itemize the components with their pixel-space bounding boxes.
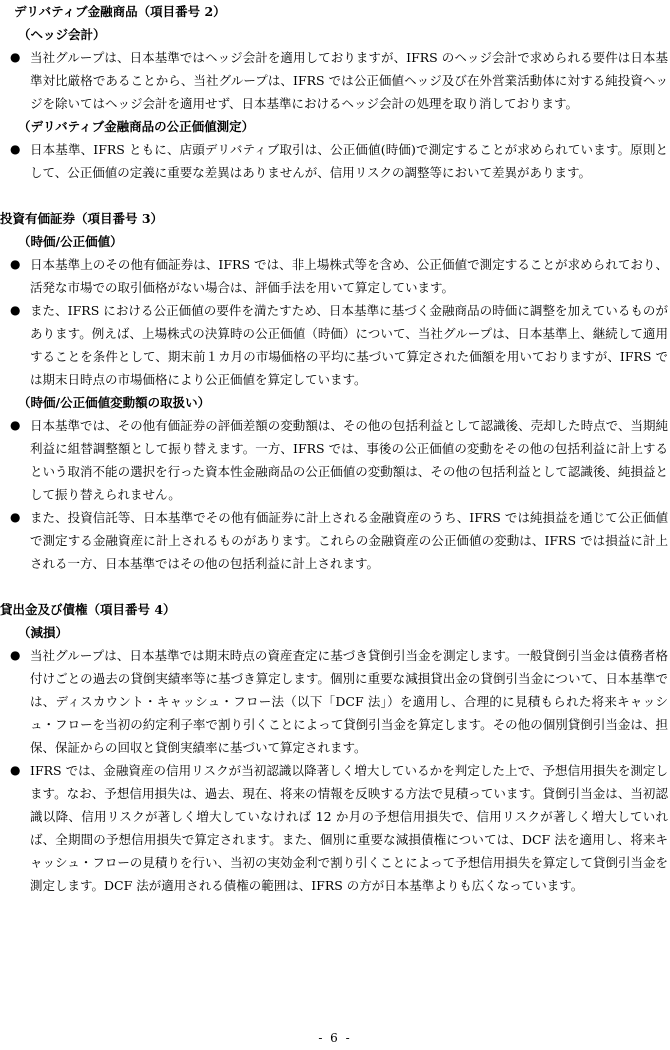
section-title: 貸出金及び債権（項目番号 4） — [0, 602, 176, 617]
bullet-text: IFRS では、金融資産の信用リスクが当初認識以降著しく増大しているかを判定した上で、予想信用損失を測定します。なお、予想信用損失は、過去、現在、将来の情報を反映する方法で見積っています。貸倒引当金は、当初認識以降、信用リスクが著しく増大していなければ 12 か月の予想信用損失で、信用リスクが著しく増大していれば、全期間の予想信用損失で算定されます。また、個別に重要な減損債権については、DCF 法を適用し、将来キャッシュ・フローの見積りを行い、当初の実効金利で割り引くことによって予想信用損失を算定して貸倒引当金を測定します。DCF 法が適用される債権の範囲は、IFRS の方が日本基準よりも広くなっています。 — [30, 763, 668, 893]
list-item — [0, 138, 670, 184]
bullet-text: 日本基準、IFRS ともに、店頭デリバティブ取引は、公正価値(時価)で測定することが求められています。原則として、公正価値の定義に重要な差異はありませんが、信用リスクの調整等において差異があります。 — [30, 142, 668, 180]
bullet-icon: ● — [10, 50, 21, 64]
subsection-heading: （時価/公正価値変動額の取扱い） — [18, 395, 211, 410]
bullet-icon: ● — [10, 257, 21, 271]
bullet-list — [0, 644, 670, 897]
subsection-heading: （減損） — [18, 625, 69, 640]
bullet-icon: ● — [10, 648, 21, 662]
list-item — [0, 644, 670, 759]
bullet-list — [0, 138, 670, 184]
list-item — [0, 414, 670, 506]
list-item — [0, 299, 670, 391]
section-spacer — [0, 575, 670, 598]
bullet-list — [0, 414, 670, 575]
section-investment-securities — [0, 207, 670, 575]
section-title: デリバティブ金融商品（項目番号 2） — [14, 4, 226, 19]
subsection-heading: （時価/公正価値） — [18, 234, 123, 249]
bullet-icon: ● — [10, 303, 21, 317]
section-spacer — [0, 184, 670, 207]
section-loans-receivables — [0, 598, 670, 897]
bullet-icon: ● — [10, 763, 21, 777]
section-derivatives — [0, 0, 670, 184]
bullet-text: 当社グループは、日本基準では期末時点の資産査定に基づき貸倒引当金を測定します。一般貸倒引当金は債務者格付けごとの過去の貸倒実績率等に基づき算定します。個別に重要な減損貸出金の貸倒引当金について、日本基準では、ディスカウント・キャッシュ・フロー法（以下「DCF 法」）を適用し、合理的に見積もられた将来キャッシュ・フローを当初の約定利子率で割り引くことによって貸倒引当金を算定します。その他の個別貸倒引当金は、担保、保証からの回収と貸倒実績率に基づいて算定されます。 — [30, 648, 668, 755]
bullet-text: 日本基準上のその他有価証券は、IFRS では、非上場株式等を含め、公正価値で測定することが求められており、活発な市場での取引価格がない場合は、評価手法を用いて算定しています。 — [30, 257, 668, 295]
bullet-text: また、投資信託等、日本基準でその他有価証券に計上される金融資産のうち、IFRS では純損益を通じて公正価値で測定する金融資産に計上されるものがあります。これらの金融資産の公正価値の変動は、IFRS では損益に計上される一方、日本基準ではその他の包括利益に計上されます。 — [30, 510, 668, 571]
bullet-text: 当社グループは、日本基準ではヘッジ会計を適用しておりますが、IFRS のヘッジ会計で求められる要件は日本基準対比厳格であることから、当社グループは、IFRS では公正価値ヘッジ及び在外営業活動体に対する純投資ヘッジを除いてはヘッジ会計を適用せず、日本基準におけるヘッジ会計の処理を取り消しております。 — [30, 50, 668, 111]
list-item — [0, 506, 670, 575]
bullet-icon: ● — [10, 510, 21, 524]
bullet-list — [0, 46, 670, 115]
bullet-list — [0, 253, 670, 391]
list-item — [0, 46, 670, 115]
bullet-text: また、IFRS における公正価値の要件を満たすため、日本基準に基づく金融商品の時価に調整を加えているものがあります。例えば、上場株式の決算時の公正価値（時価）について、当社グループは、日本基準上、継続して適用することを条件として、期末前１カ月の市場価格の平均に基づいて算定された価額を用いておりますが、IFRS では期末日時点の市場価格により公正価値を算定しています。 — [30, 303, 668, 387]
subsection-heading: （デリバティブ金融商品の公正価値測定） — [18, 119, 255, 134]
list-item — [0, 759, 670, 897]
bullet-text: 日本基準では、その他有価証券の評価差額の変動額は、その他の包括利益として認識後、売却した時点で、当期純利益に組替調整額として振り替えます。一方、IFRS では、事後の公正価値の変動をその他の包括利益に計上するという取消不能の選択を行った資本性金融商品の公正価値の変動額は、その他の包括利益として認識後、純損益として振り替えられません。 — [30, 418, 668, 502]
subsection-heading: （ヘッジ会計） — [18, 27, 106, 42]
bullet-icon: ● — [10, 142, 21, 156]
list-item — [0, 253, 670, 299]
bullet-icon: ● — [10, 418, 21, 432]
section-title: 投資有価証券（項目番号 3） — [0, 211, 164, 226]
page-number: - 6 - — [318, 1031, 352, 1045]
